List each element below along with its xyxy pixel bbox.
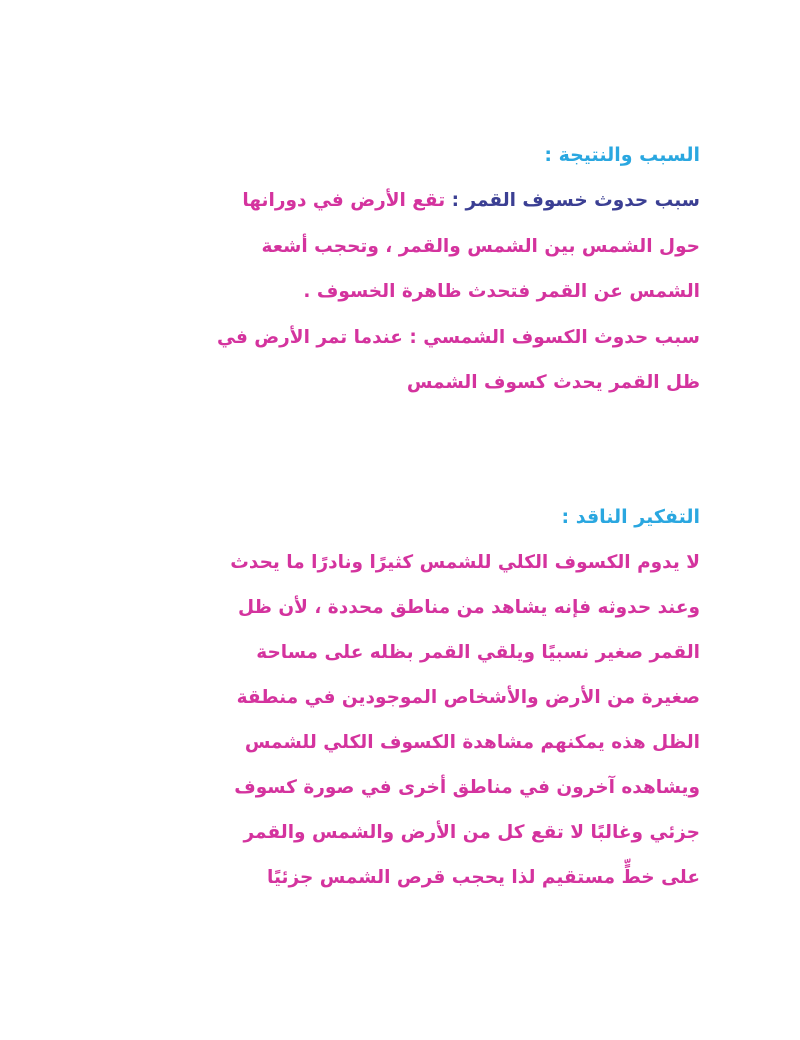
critical-thinking-line-8: على خطٍّ مستقيم لذا يحجب قرص الشمس جزئيًا: [267, 867, 700, 888]
critical-thinking-line-5: الظل هذه يمكنهم مشاهدة الكسوف الكلي للشمس: [244, 732, 700, 753]
lunar-eclipse-line-1-text: تقع الأرض في دورانها: [242, 190, 446, 211]
critical-thinking-line-2: وعند حدوثه فإنه يشاهد من مناطق محددة ، لأن ظل: [237, 597, 700, 618]
critical-thinking-line-3: القمر صغير نسبيًا ويلقي القمر بظله على مساحة: [256, 642, 700, 663]
critical-thinking-line-4: صغيرة من الأرض والأشخاص الموجودين في منطقة: [236, 687, 700, 708]
lunar-eclipse-line-2: حول الشمس بين الشمس والقمر ، وتحجب أشعة: [261, 235, 700, 257]
solar-eclipse-line-1: سبب حدوث الكسوف الشمسي : عندما تمر الأرض في: [217, 326, 700, 348]
critical-thinking-line-6: ويشاهده آخرون في مناطق أخرى في صورة كسوف: [234, 777, 700, 798]
lunar-eclipse-line-1: [240, 184, 700, 230]
solar-eclipse-line-2: ظل القمر يحدث كسوف الشمس: [406, 372, 700, 393]
critical-thinking-section: [230, 500, 700, 906]
critical-thinking-heading: التفكير الناقد :: [561, 506, 700, 528]
cause-effect-section: [217, 138, 700, 412]
lunar-eclipse-line-3: الشمس عن القمر فتحدث ظاهرة الخسوف .: [303, 281, 700, 302]
lunar-eclipse-cause-term: سبب حدوث خسوف القمر :: [451, 190, 700, 211]
critical-thinking-line-1: لا يدوم الكسوف الكلي للشمس كثيرًا ونادرًا ما يحدث: [230, 552, 700, 573]
critical-thinking-line-7: جزئي وغالبًا لا تقع كل من الأرض والشمس والقمر: [243, 822, 700, 843]
cause-effect-heading: السبب والنتيجة :: [544, 144, 700, 166]
